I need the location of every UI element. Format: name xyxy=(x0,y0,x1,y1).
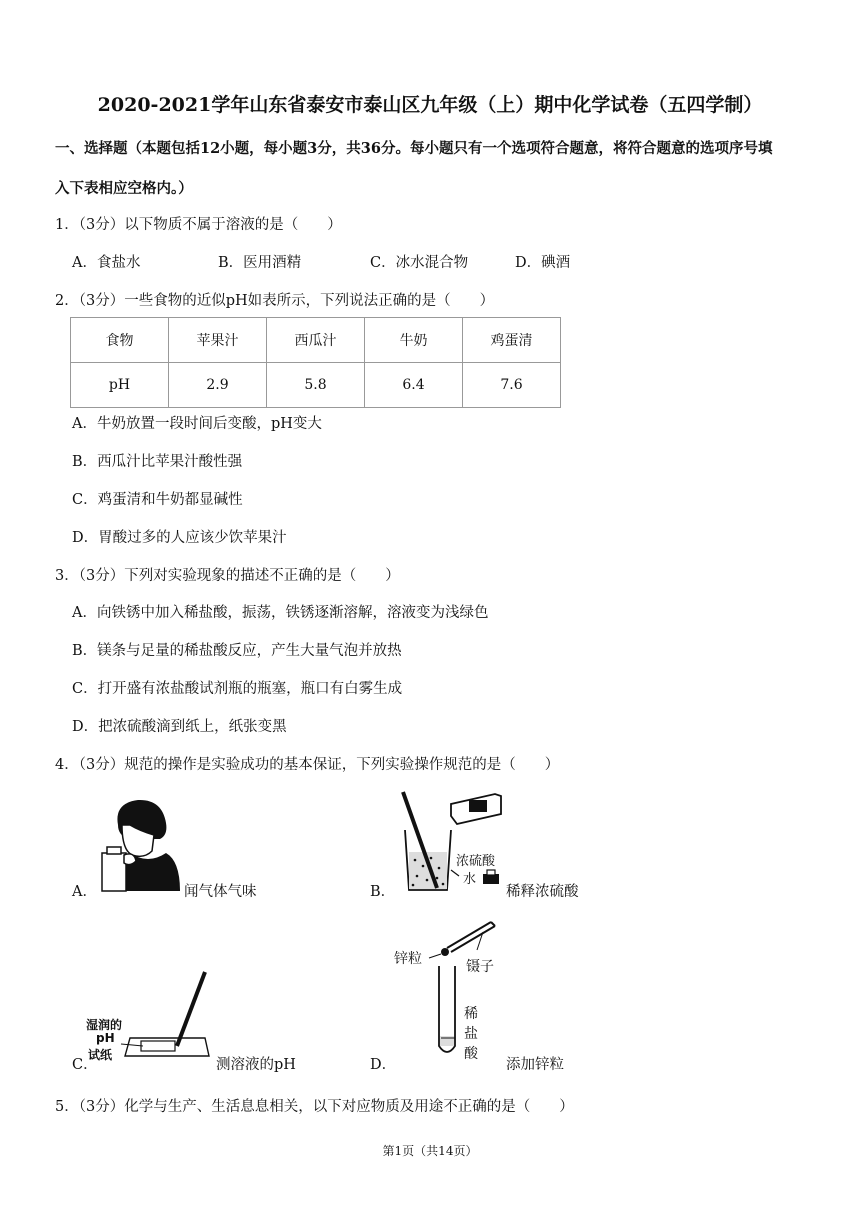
table-cell: 2.9 xyxy=(169,363,267,408)
label-dilute-3: 酸 xyxy=(464,1046,478,1062)
section-heading-line1: 一、选择题（本题包括12小题，每小题3分，共36分。每小题只有一个选项符合题意，将符合题意的选项序号填 xyxy=(55,140,773,157)
page-title: 2020-2021学年山东省泰安市泰山区九年级（上）期中化学试卷（五四学制） xyxy=(97,94,763,116)
question-5-stem: 5．（3分）化学与生产、生活息息相关，以下对应物质及用途不正确的是（ ） xyxy=(55,1099,574,1115)
q2-option-b: B．西瓜汁比苹果汁酸性强 xyxy=(72,454,243,470)
q4-option-c-caption: 测溶液的pH xyxy=(216,1057,296,1073)
smelling-gas-figure xyxy=(100,795,182,893)
question-3-stem: 3．（3分）下列对实验现象的描述不正确的是（ ） xyxy=(55,568,400,584)
label-zinc: 锌粒 xyxy=(394,951,422,967)
q3-option-c: C．打开盛有浓盐酸试剂瓶的瓶塞，瓶口有白雾生成 xyxy=(72,681,403,697)
q1-option-b: B．医用酒精 xyxy=(218,255,302,271)
q4-option-a-caption: 闻气体气味 xyxy=(184,884,257,900)
label-concentrated-acid: 浓硫酸 xyxy=(456,854,496,869)
q2-option-c: C．鸡蛋清和牛奶都显碱性 xyxy=(72,492,243,508)
label-ph: pH xyxy=(96,1031,115,1045)
page-footer: 第1页（共14页） xyxy=(382,1144,478,1158)
q4-option-b-letter: B． xyxy=(370,884,396,900)
table-cell: 牛奶 xyxy=(365,318,463,363)
dilute-acid-figure xyxy=(395,790,505,895)
question-1-stem: 1．（3分）以下物质不属于溶液的是（ ） xyxy=(55,217,342,233)
table-row xyxy=(71,363,561,408)
q3-option-a: A．向铁锈中加入稀盐酸，振荡，铁锈逐渐溶解，溶液变为浅绿色 xyxy=(72,605,489,621)
q4-option-d-caption: 添加锌粒 xyxy=(506,1057,564,1073)
table-row xyxy=(71,318,561,363)
table-cell: 苹果汁 xyxy=(169,318,267,363)
q2-option-a: A．牛奶放置一段时间后变酸，pH变大 xyxy=(72,416,322,432)
table-cell: 食物 xyxy=(71,318,169,363)
label-wet: 湿润的 xyxy=(86,1018,123,1032)
q3-option-b: B．镁条与足量的稀盐酸反应，产生大量气泡并放热 xyxy=(72,643,402,659)
q1-option-d: D．碘酒 xyxy=(515,255,571,271)
q4-option-b-caption: 稀释浓硫酸 xyxy=(506,884,579,900)
label-water: 水 xyxy=(463,872,477,887)
q3-option-d: D．把浓硫酸滴到纸上，纸张变黑 xyxy=(72,719,287,735)
q4-option-c-letter: C． xyxy=(72,1057,98,1073)
label-dilute-2: 盐 xyxy=(464,1026,478,1042)
q4-option-a-letter: A． xyxy=(72,884,97,900)
ph-table xyxy=(70,317,561,408)
q2-option-d: D．胃酸过多的人应该少饮苹果汁 xyxy=(72,530,287,546)
table-cell: 鸡蛋清 xyxy=(463,318,561,363)
question-2-stem: 2．（3分）一些食物的近似pH如表所示，下列说法正确的是（ ） xyxy=(55,293,495,309)
label-tweezers: 镊子 xyxy=(466,959,494,975)
table-cell: 6.4 xyxy=(365,363,463,408)
q1-option-c: C．冰水混合物 xyxy=(370,255,469,271)
question-4-stem: 4．（3分）规范的操作是实验成功的基本保证，下列实验操作规范的是（ ） xyxy=(55,757,560,773)
section-heading-line2: 入下表相应空格内。） xyxy=(55,180,193,197)
table-cell: 西瓜汁 xyxy=(267,318,365,363)
q4-option-d-letter: D． xyxy=(370,1057,397,1073)
table-cell: 7.6 xyxy=(463,363,561,408)
label-dilute-1: 稀 xyxy=(464,1006,478,1022)
zinc-test-tube-figure xyxy=(395,918,505,1068)
q1-option-a: A．食盐水 xyxy=(72,255,141,271)
label-test-paper: 试纸 xyxy=(88,1048,113,1062)
table-cell: 5.8 xyxy=(267,363,365,408)
table-cell: pH xyxy=(71,363,169,408)
